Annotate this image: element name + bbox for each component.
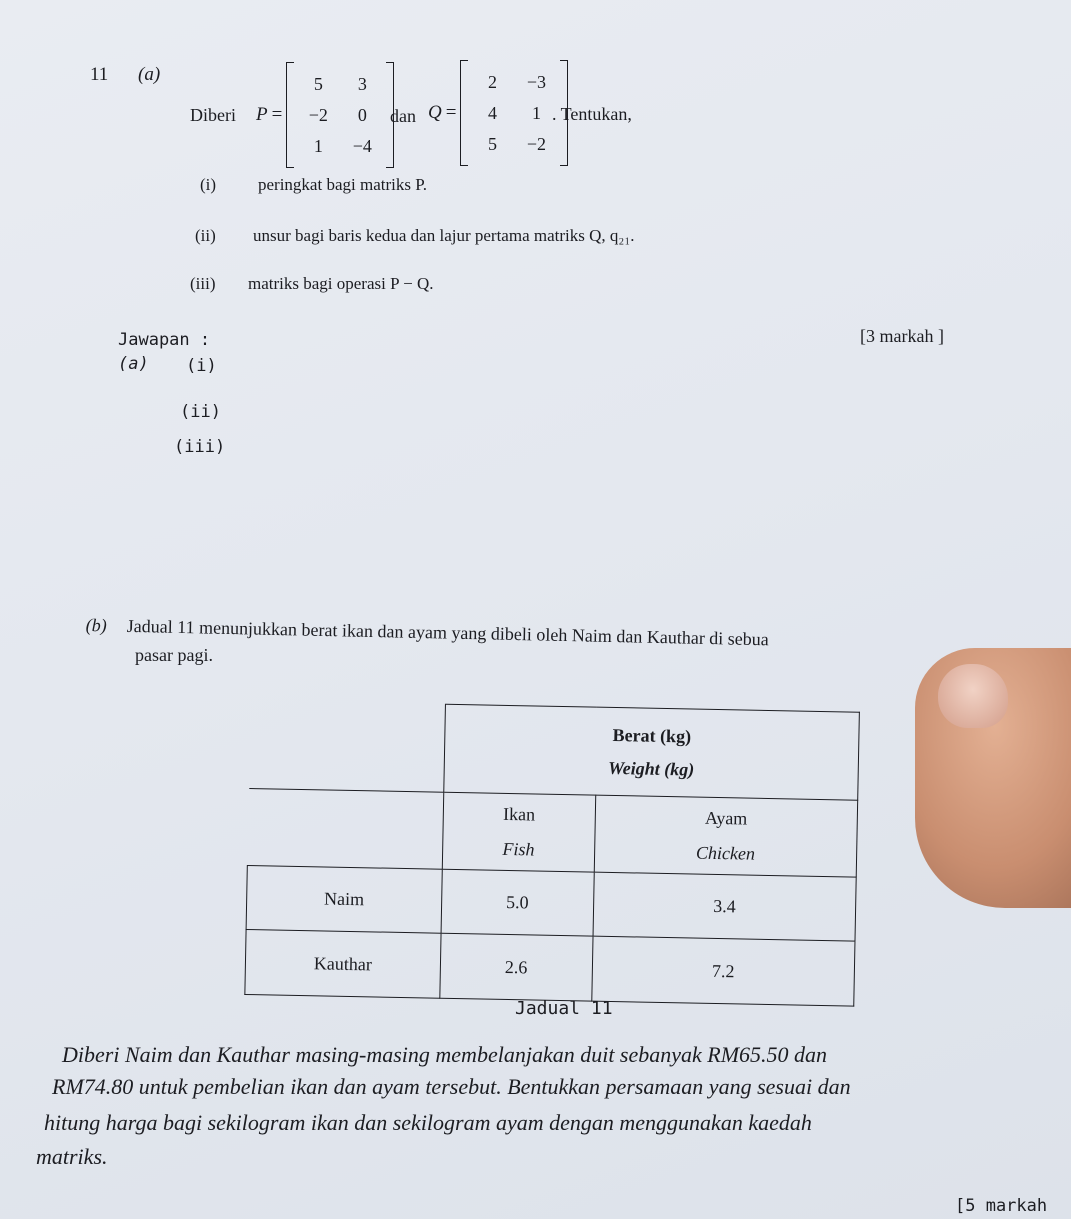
matrix-cell: 1 <box>313 135 323 156</box>
matrix-cell: −4 <box>352 135 372 156</box>
row-name: Naim <box>246 865 442 933</box>
sub-question-num: (i) <box>200 175 217 194</box>
matrix-cell: 2 <box>487 71 497 92</box>
empty-corner <box>247 789 443 869</box>
matrix-cell: −3 <box>526 71 547 92</box>
answer-line-1: (i) <box>186 356 217 376</box>
matrix-q-entries <box>468 68 560 159</box>
matrix-cell: 5 <box>313 73 323 94</box>
question-number: 11 <box>90 64 109 85</box>
part-b-intro-line2: pasar pagi. <box>135 645 213 665</box>
matrix-cell: 5 <box>487 133 497 154</box>
cell-fish: 5.0 <box>441 869 594 937</box>
column-header-chicken: Ayam Chicken <box>594 795 858 876</box>
row-name: Kauthar <box>245 930 441 998</box>
part-a-label: (a) <box>138 64 161 85</box>
matrix-cell: 3 <box>357 73 367 94</box>
paragraph-line-3: hitung harga bagi sekilogram ikan dan sekilogram ayam dengan menggunakan kaedah <box>44 1110 812 1135</box>
matrix-cell: −2 <box>526 133 547 154</box>
marks-part-b: [5 markah <box>955 1196 1048 1216</box>
sub-question-1 <box>200 175 427 195</box>
thumbnail <box>938 664 1008 728</box>
column-header-fish: Ikan Fish <box>442 792 595 871</box>
matrix-cell: −2 <box>308 104 328 125</box>
table-caption: Jadual 11 <box>515 998 613 1019</box>
marks-part-a: [3 markah ] <box>860 326 944 346</box>
answer-label: Jawapan : <box>118 330 211 350</box>
matrix-p-name: P <box>256 104 268 125</box>
paragraph-line-2: RM74.80 untuk pembelian ikan dan ayam tersebut. Bentukkan persamaan yang sesuai dan <box>52 1074 851 1099</box>
matrix-q-name: Q <box>428 102 442 123</box>
part-b-intro-line1: Jadual 11 menunjukkan berat ikan dan ayam yang dibeli oleh Naim dan Kauthar di sebua <box>126 615 769 650</box>
matrix-cell: 1 <box>531 102 541 123</box>
matrix-cell: 0 <box>357 104 367 125</box>
tentukan: . Tentukan, <box>552 104 632 124</box>
weight-table <box>244 700 860 1007</box>
answer-part-a: (a) <box>118 354 149 374</box>
sub-question-2 <box>195 226 635 246</box>
table-row <box>246 865 856 941</box>
sub-question-3 <box>190 274 434 294</box>
matrix-p-entries <box>294 70 386 161</box>
part-b-label: (b) <box>85 615 107 636</box>
answer-line-2: (ii) <box>180 402 221 422</box>
answer-line-3: (iii) <box>174 437 226 457</box>
sub-question-num: (ii) <box>195 226 216 245</box>
empty-corner <box>249 701 446 793</box>
cell-chicken: 7.2 <box>591 936 855 1006</box>
matrix-cell: 4 <box>487 102 497 123</box>
paragraph-line-4: matriks. <box>36 1144 108 1169</box>
given-word: Diberi <box>190 105 236 125</box>
bracket-left <box>286 62 294 168</box>
table-header-weight: Berat (kg) Weight (kg) <box>444 704 860 800</box>
sub-question-text: matriks bagi operasi P − Q. <box>248 274 434 293</box>
table-row <box>245 930 855 1006</box>
matrix-q: Q = 2 −3 4 1 5 −2 <box>428 60 568 166</box>
sub-question-text: peringkat bagi matriks P. <box>258 175 428 194</box>
cell-fish: 2.6 <box>440 934 593 1002</box>
paragraph-line-1: Diberi Naim dan Kauthar masing-masing membelanjakan duit sebanyak RM65.50 dan <box>62 1042 828 1067</box>
sub-question-text: unsur bagi baris kedua dan lajur pertama matriks Q, q₂₁. <box>253 226 635 245</box>
cell-chicken: 3.4 <box>593 872 857 942</box>
conjunction: dan <box>390 106 416 126</box>
bracket-left <box>460 60 468 166</box>
sub-question-num: (iii) <box>190 274 216 293</box>
matrix-p: P = 5 3 −2 0 1 −4 <box>256 62 394 168</box>
